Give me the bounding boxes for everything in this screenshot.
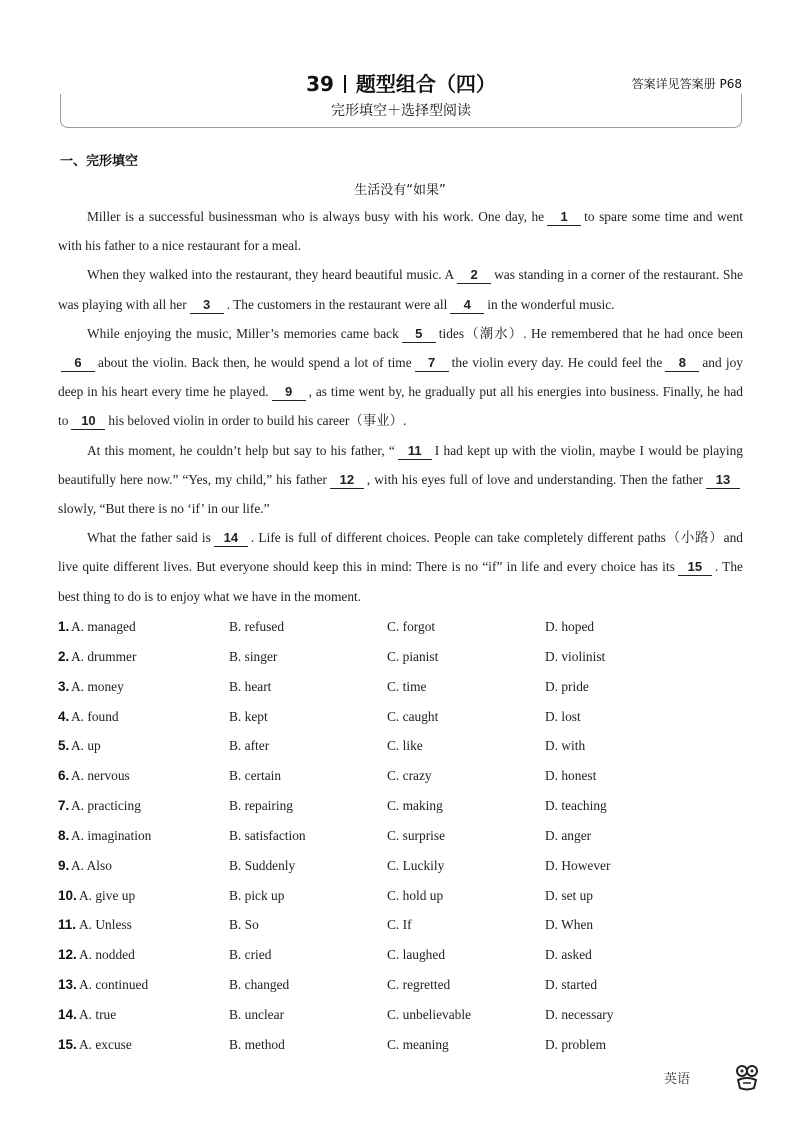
blank-3: 3 xyxy=(190,297,224,314)
option-a: A. excuse xyxy=(79,1036,132,1052)
option-d: D. problem xyxy=(545,1036,606,1052)
passage-text: in the wonderful music. xyxy=(487,296,615,312)
option-a: A. drummer xyxy=(71,648,137,664)
passage-text: . The best thing to do is to enjoy what we have in the moment. xyxy=(58,559,743,604)
option-d: D. However xyxy=(545,857,611,873)
option-a: A. continued xyxy=(79,977,149,993)
option-c: C. time xyxy=(387,678,427,694)
option-b: B. method xyxy=(229,1036,285,1052)
answer-options xyxy=(58,612,748,1060)
option-a: A. managed xyxy=(71,619,136,634)
option-d: D. anger xyxy=(545,827,592,843)
option-b: B. Suddenly xyxy=(229,857,296,873)
passage-text: slowly, “But there is no ‘if’ in our life.” xyxy=(58,501,270,517)
option-b: B. changed xyxy=(229,977,290,993)
passage-text: When they walked into the restaurant, they heard beautiful music. A xyxy=(87,267,455,283)
option-b: B. So xyxy=(229,917,259,933)
passage-text: At this moment, he couldn’t help but say to his father, “ xyxy=(87,442,395,458)
passage-text: , as time went by, he gradually put all his energies into business. Finally, he had to xyxy=(58,384,743,429)
blank-13: 13 xyxy=(706,472,740,489)
cloze-passage xyxy=(58,202,743,611)
option-c: C. making xyxy=(387,798,443,814)
passage-text: to spare some time and went with his father to a nice restaurant for a meal. xyxy=(58,209,743,254)
option-c: C. If xyxy=(387,917,412,933)
section-title: 一、完形填空 xyxy=(60,154,139,169)
passage-text: his beloved violin in order to build his career（事业）. xyxy=(108,413,407,429)
blank-11: 11 xyxy=(398,443,432,460)
question-number: 12. xyxy=(58,947,77,963)
passage-text: about the violin. Back then, he would spend a lot of time xyxy=(98,355,412,371)
question-number: 1. xyxy=(58,619,70,634)
option-c: C. pianist xyxy=(387,648,439,664)
option-c: C. regretted xyxy=(387,977,451,993)
option-d: D. teaching xyxy=(545,798,607,814)
question-number: 2. xyxy=(58,648,70,664)
question-number: 13. xyxy=(58,977,77,993)
title-separator xyxy=(344,75,346,93)
paragraph-1 xyxy=(58,202,743,260)
passage-text: tides（潮水）. He remembered that he had once been xyxy=(438,325,743,341)
question-row xyxy=(58,881,748,911)
mascot-icon xyxy=(732,1062,762,1092)
option-a: A. Also xyxy=(71,857,112,873)
question-number: 10. xyxy=(58,887,77,903)
blank-15: 15 xyxy=(678,559,712,576)
option-b: B. cried xyxy=(229,947,272,963)
option-a: A. money xyxy=(71,678,124,694)
question-number: 5. xyxy=(58,738,70,754)
question-row xyxy=(58,1000,748,1030)
paragraph-2 xyxy=(58,260,743,318)
question-row xyxy=(58,970,748,1000)
question-number: 4. xyxy=(58,708,70,724)
blank-7: 7 xyxy=(415,355,449,372)
answer-reference: 答案详见答案册 P68 xyxy=(631,77,742,91)
option-c: C. like xyxy=(387,738,423,754)
page-header xyxy=(60,66,742,128)
option-b: B. satisfaction xyxy=(229,827,306,843)
option-d: D. necessary xyxy=(545,1006,614,1022)
passage-text: Miller is a successful businessman who is always busy with his work. One day, he xyxy=(87,209,545,224)
passage-text: While enjoying the music, Miller’s memories came back xyxy=(87,325,399,341)
question-row xyxy=(58,731,748,761)
question-number: 3. xyxy=(58,678,70,694)
unit-title: 题型组合（四） xyxy=(355,72,496,96)
question-number: 11. xyxy=(58,917,77,933)
question-row xyxy=(58,791,748,821)
page-subtitle: 完形填空＋选择型阅读 xyxy=(331,103,471,119)
option-c: C. caught xyxy=(387,708,439,724)
option-a: A. practicing xyxy=(71,798,141,814)
option-d: D. with xyxy=(545,738,586,754)
option-c: C. unbelievable xyxy=(387,1006,472,1022)
question-number: 14. xyxy=(58,1006,77,1022)
option-d: D. violinist xyxy=(545,648,606,664)
passage-title: 生活没有“如果” xyxy=(354,183,446,198)
passage-text: and joy deep in his heart every time he played. xyxy=(58,355,743,400)
option-b: B. certain xyxy=(229,768,282,784)
option-a: A. Unless xyxy=(79,917,132,933)
option-d: D. hoped xyxy=(545,619,595,634)
option-b: B. after xyxy=(229,738,270,754)
question-number: 7. xyxy=(58,798,70,814)
paragraph-3 xyxy=(58,319,743,436)
passage-text: the violin every day. He could feel the xyxy=(451,355,663,371)
passage-text: , with his eyes full of love and understanding. Then the father xyxy=(366,471,703,487)
option-c: C. meaning xyxy=(387,1036,449,1052)
option-c: C. forgot xyxy=(387,619,436,634)
question-row xyxy=(58,940,748,970)
option-c: C. hold up xyxy=(387,887,444,903)
blank-14: 14 xyxy=(214,530,248,547)
question-row xyxy=(58,910,748,940)
option-d: D. lost xyxy=(545,708,581,724)
option-b: B. heart xyxy=(229,678,272,694)
option-b: B. singer xyxy=(229,648,278,664)
option-a: A. nervous xyxy=(71,768,130,784)
option-b: B. unclear xyxy=(229,1006,285,1022)
question-number: 15. xyxy=(58,1036,77,1052)
question-row xyxy=(58,1030,748,1060)
option-d: D. started xyxy=(545,977,598,993)
passage-text: I had kept up with the violin, maybe I would be playing beautifully here now.” “Yes, my child,” his father xyxy=(58,442,743,487)
option-b: B. pick up xyxy=(229,887,285,903)
option-d: D. When xyxy=(545,917,594,933)
footer-subject: 英语 xyxy=(664,1072,691,1087)
option-a: A. imagination xyxy=(71,827,152,843)
passage-text: . Life is full of different choices. People can take completely different paths（小路）and live quite different lives. But everyone should keep this in mind: There is no “if” in life and every choice has its xyxy=(58,530,743,575)
option-b: B. refused xyxy=(229,619,285,634)
question-row xyxy=(58,642,748,672)
paragraph-4 xyxy=(58,436,743,524)
option-d: D. asked xyxy=(545,947,592,963)
blank-9: 9 xyxy=(272,384,306,401)
blank-12: 12 xyxy=(330,472,364,489)
option-b: B. repairing xyxy=(229,798,293,814)
option-c: C. surprise xyxy=(387,827,446,843)
blank-5: 5 xyxy=(402,326,436,343)
question-row xyxy=(58,672,748,702)
question-row xyxy=(58,821,748,851)
option-a: A. nodded xyxy=(79,947,135,963)
question-row xyxy=(58,851,748,881)
blank-6: 6 xyxy=(61,355,95,372)
option-a: A. found xyxy=(71,708,119,724)
option-a: A. give up xyxy=(79,887,136,903)
question-row xyxy=(58,702,748,732)
question-number: 6. xyxy=(58,768,70,784)
blank-8: 8 xyxy=(665,355,699,372)
blank-1: 1 xyxy=(547,209,581,226)
option-b: B. kept xyxy=(229,708,268,724)
passage-text: . The customers in the restaurant were all xyxy=(226,296,448,312)
question-row xyxy=(58,761,748,791)
option-c: C. Luckily xyxy=(387,857,445,873)
option-d: D. set up xyxy=(545,887,593,903)
blank-4: 4 xyxy=(450,297,484,314)
option-c: C. laughed xyxy=(387,947,446,963)
option-a: A. up xyxy=(71,738,101,754)
blank-2: 2 xyxy=(457,267,491,284)
passage-text: What the father said is xyxy=(87,530,211,546)
blank-10: 10 xyxy=(71,413,105,430)
question-number: 8. xyxy=(58,827,70,843)
passage-text: was standing in a corner of the restaurant. She was playing with all her xyxy=(58,267,743,312)
unit-number: 39 xyxy=(306,72,334,96)
question-row xyxy=(58,612,748,642)
paragraph-5 xyxy=(58,523,743,611)
option-c: C. crazy xyxy=(387,768,432,784)
option-d: D. honest xyxy=(545,768,597,784)
question-number: 9. xyxy=(58,857,70,873)
option-d: D. pride xyxy=(545,678,589,694)
option-a: A. true xyxy=(79,1006,117,1022)
